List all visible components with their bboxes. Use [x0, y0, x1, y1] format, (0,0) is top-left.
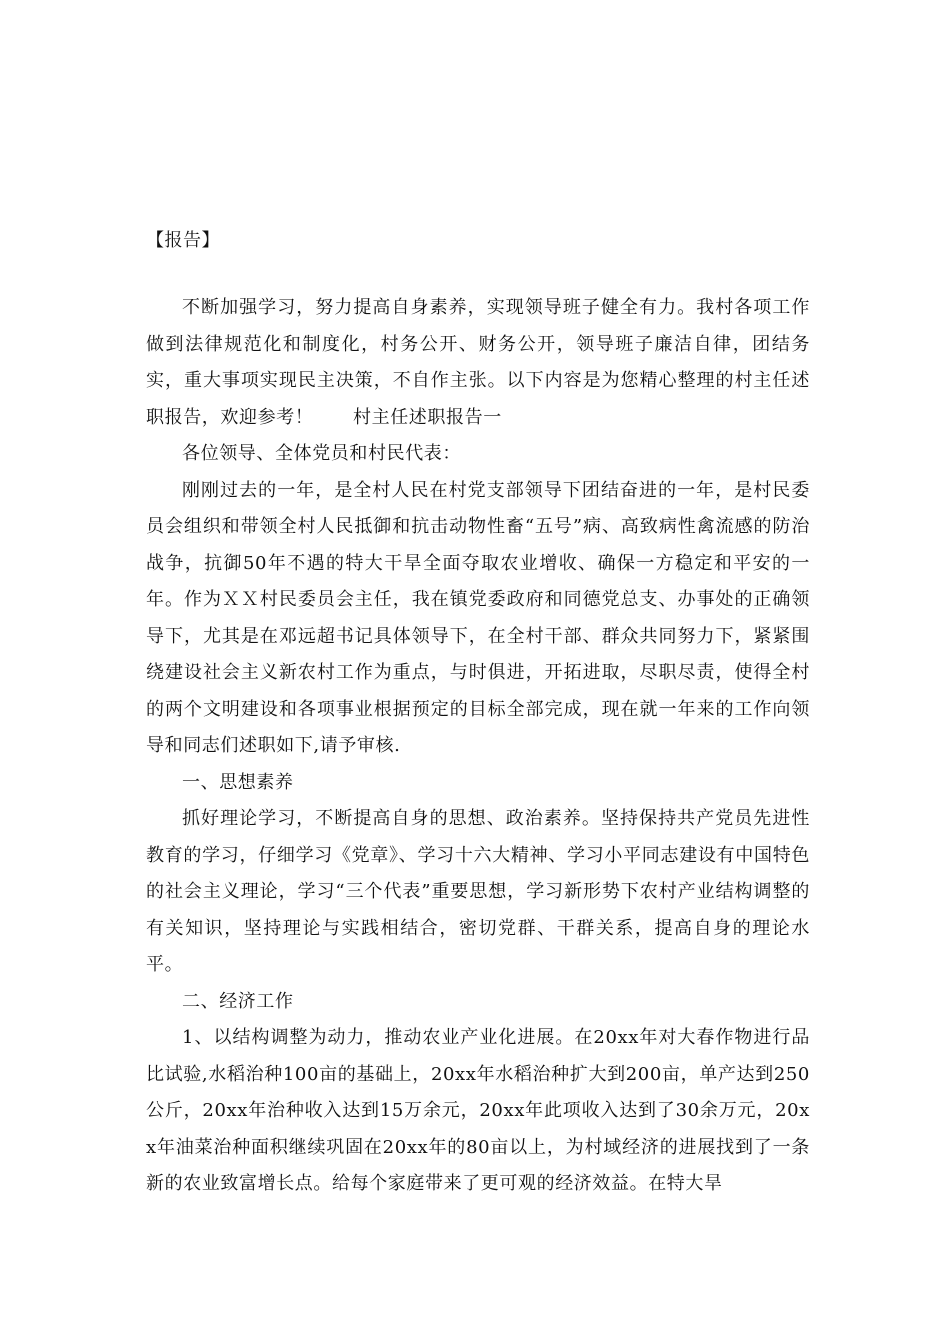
intro-text: 不断加强学习，努力提高自身素养，实现领导班子健全有力。我村各项工作做到法律规范化和制度化，村务公开、财务公开，领导班子廉洁自律，团结务实，重大事项实现民主决策，不自作主张。以下内容是为您精心整理的村主任述职报告，欢迎参考！	[146, 297, 810, 428]
intro-paragraph	[146, 290, 810, 436]
document-tag: 【报告】	[146, 230, 220, 251]
salutation: 各位领导、全体党员和村民代表：	[182, 443, 461, 464]
section-heading-economy: 二、经济工作	[182, 990, 294, 1012]
section-body-ideology: 抓好理论学习，不断提高自身的思想、政治素养。坚持保持共产党员先进性教育的学习，仔细学习《党章》、学习十六大精神、学习小平同志建设有中国特色的社会主义理论，学习“三个代表”重要思想，学习新形势下农村产业结构调整的有关知识，坚持理论与实践相结合，密切党群、干群关系，提高自身的理论水平。	[146, 808, 810, 975]
overview-paragraph: 刚刚过去的一年，是全村人民在村党支部领导下团结奋进的一年，是村民委员会组织和带领全村人民抵御和抗击动物性畜“五号”病、高致病性禽流感的防治战争，抗御50年不遇的特大干旱全面夺取农业增收、确保一方稳定和平安的一年。作为ＸＸ村民委员会主任，我在镇党委政府和同德党总支、办事处的正确领导下，尤其是在邓远超书记具体领导下，在全村干部、群众共同努力下，紧紧围绕建设社会主义新农村工作为重点，与时俱进，开拓进取，尽职尽责，使得全村的两个文明建设和各项事业根据预定的目标全部完成，现在就一年来的工作向领导和同志们述职如下,请予审核.	[146, 479, 810, 756]
report-title: 村主任述职报告一	[353, 406, 502, 428]
document-body	[146, 290, 810, 1203]
section-heading-ideology: 一、思想素养	[182, 771, 294, 793]
section-item-economy-1: 1、以结构调整为动力，推动农业产业化进展。在20xx年对大春作物进行品比试验,水稻治种100亩的基础上，20xx年水稻治种扩大到200亩，单产达到250公斤，20xx年治种收入达到15万余元，20xx年此项收入达到了30余万元，20xx年油菜治种面积继续巩固在20xx年的80亩以上，为村域经济的进展找到了一条新的农业致富增长点。给每个家庭带来了更可观的经济效益。在特大旱	[146, 1027, 810, 1194]
